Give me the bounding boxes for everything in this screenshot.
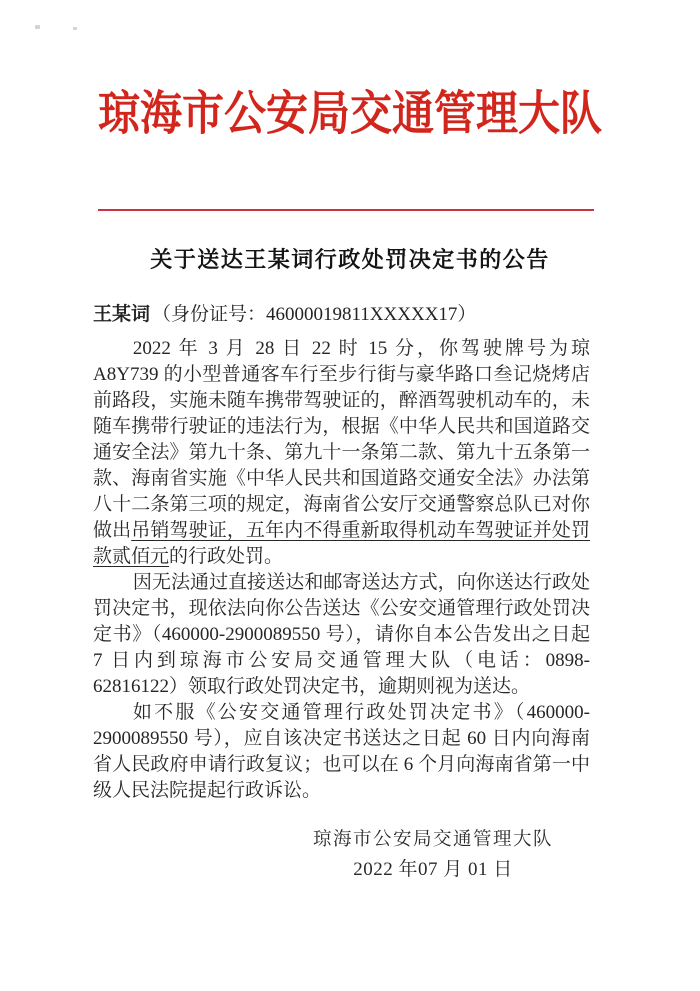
paragraph-violation (93, 336, 590, 570)
violation-lead-text: 2022 年 3 月 28 日 22 时 15 分，你驾驶牌号为琼 A8Y739 的小型普通客车行至步行街与豪华路口叁记烧烤店前路段，实施未随车携带驾驶证的，醉酒驾驶机动车的，未随车携带行驶证的违法行为，根据《中华人民共和国道路交通安全法》第九十条、第九十一条第二款、第九十五条第一款、海南省实施《中华人民共和国道路交通安全法》办法第八十二条第三项的规定，海南省公安厅交通警察总队已对你做出 (93, 338, 590, 541)
recipient-line (93, 301, 607, 329)
letterhead-divider (98, 209, 594, 211)
notice-body (93, 336, 590, 804)
paragraph-appeal-rights: 如不服《公安交通管理行政处罚决定书》（460000-2900089550 号），应自该决定书送达之日起 60 日内向海南省人民政府申请行政复议；也可以在 6 个月向海南省第一中级人民法院提起行政诉讼。 (93, 702, 590, 801)
penalty-underlined-text: 吊销驾驶证，五年内不得重新取得机动车驾驶证并处罚款贰佰元 (93, 520, 590, 567)
paragraph-service-notice: 因无法通过直接送达和邮寄送达方式，向你送达行政处罚决定书，现依法向你公告送达《公安交通管理行政处罚决定书》（460000-2900089550 号），请你自本公告发出之日起 7 日内到琼海市公安局交通管理大队（电话：0898-62816122）领取行政处罚决定书，逾期则视为送达。 (93, 572, 590, 697)
scan-artifact (35, 25, 40, 29)
scan-artifact (73, 27, 77, 30)
notice-title: 关于送达王某词行政处罚决定书的公告 (150, 247, 550, 272)
recipient-id: （身份证号：46000019811XXXXX17） (152, 304, 477, 325)
recipient-name: 王某词 (93, 304, 151, 325)
signature-agency: 琼海市公安局交通管理大队 (312, 830, 553, 850)
signature-date: 2022 年07 月 01 日 (353, 859, 513, 880)
signature-block (313, 826, 553, 884)
agency-letterhead: 琼海市公安局交通管理大队 (97, 89, 602, 141)
violation-tail-text: 的行政处罚。 (169, 546, 284, 567)
